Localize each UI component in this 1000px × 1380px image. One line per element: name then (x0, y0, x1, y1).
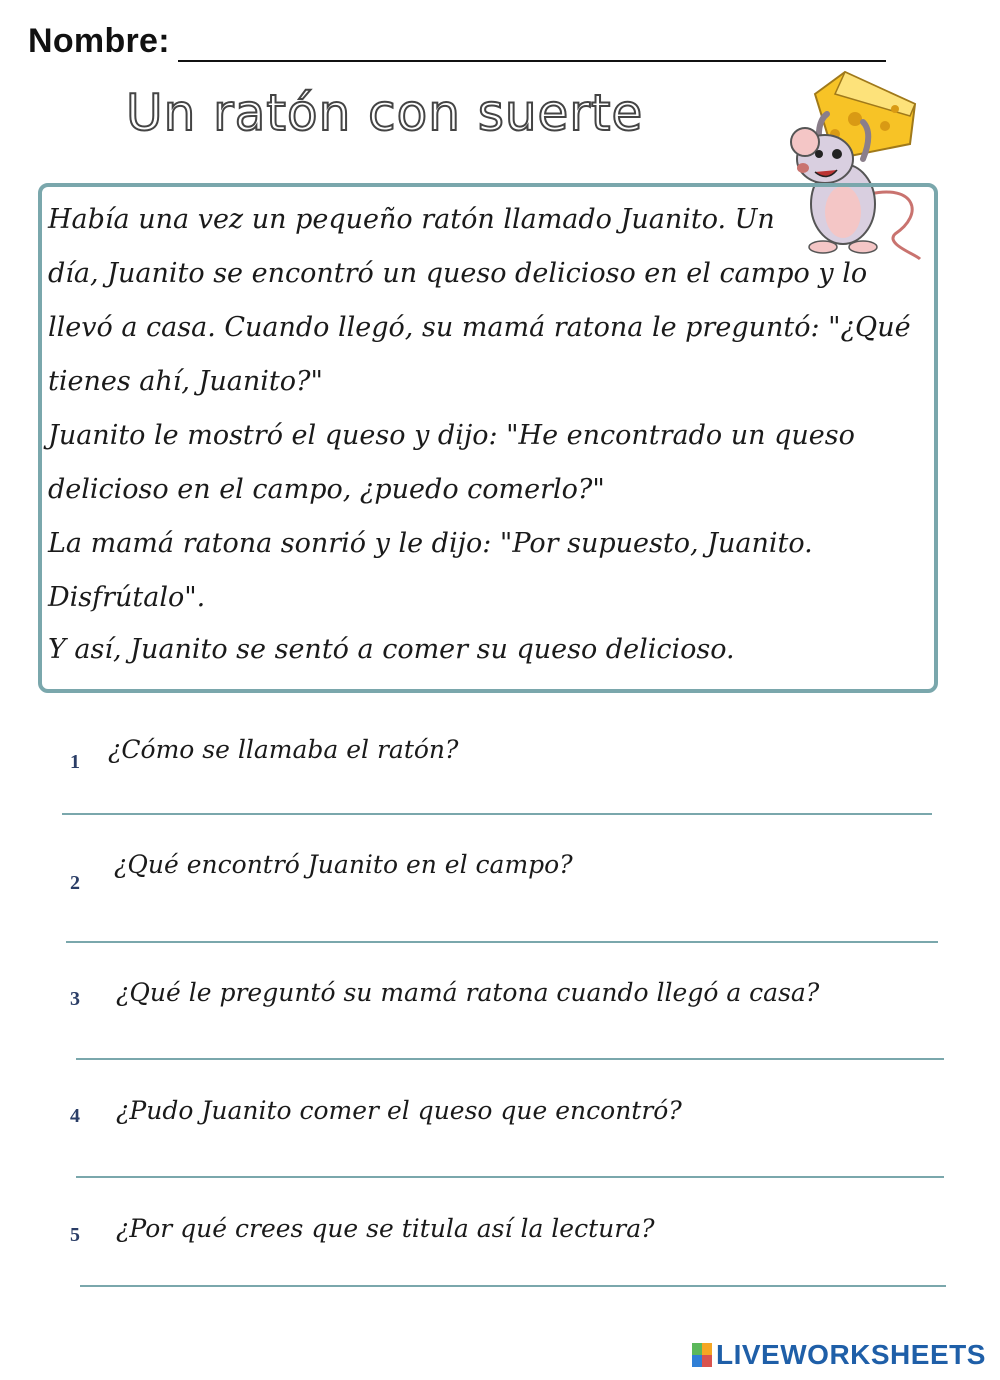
question-number: 1 (70, 751, 80, 773)
answer-line[interactable] (62, 813, 932, 815)
name-input-line[interactable] (178, 60, 886, 62)
story-line: delicioso en el campo, ¿puedo comerlo?" (48, 474, 605, 505)
story-line: Disfrútalo". (48, 582, 206, 613)
question-text: ¿Pudo Juanito comer el queso que encontró? (116, 1096, 682, 1125)
name-row (28, 22, 898, 66)
answer-line[interactable] (76, 1176, 944, 1178)
liveworksheets-brand (692, 1338, 986, 1372)
story-line: día, Juanito se encontró un queso delicioso en el campo y lo (48, 258, 868, 289)
story-line: Y así, Juanito se sentó a comer su queso delicioso. (48, 634, 735, 665)
story-line: La mamá ratona sonrió y le dijo: "Por supuesto, Juanito. (48, 528, 813, 559)
liveworksheets-logo-icon (692, 1343, 712, 1367)
answer-line[interactable] (66, 941, 938, 943)
story-line: Juanito le mostró el queso y dijo: "He encontrado un queso (48, 420, 855, 451)
question-number: 4 (70, 1105, 80, 1127)
name-label: Nombre: (28, 22, 170, 60)
answer-line[interactable] (80, 1285, 946, 1287)
question-text: ¿Por qué crees que se titula así la lectura? (116, 1214, 655, 1243)
question-text: ¿Qué encontró Juanito en el campo? (114, 850, 573, 879)
answer-line[interactable] (76, 1058, 944, 1060)
question-number: 5 (70, 1224, 80, 1246)
page-title: Un ratón con suerte (126, 84, 644, 142)
story-line: llevó a casa. Cuando llegó, su mamá ratona le preguntó: "¿Qué (48, 312, 911, 343)
question-number: 3 (70, 988, 80, 1010)
question-text: ¿Cómo se llamaba el ratón? (108, 735, 459, 764)
question-number: 2 (70, 872, 80, 894)
story-line: Había una vez un pequeño ratón llamado Juanito. Un (48, 204, 775, 235)
question-text: ¿Qué le preguntó su mamá ratona cuando llegó a casa? (116, 978, 820, 1007)
story-line: tienes ahí, Juanito?" (48, 366, 323, 397)
brand-text: LIVEWORKSHEETS (716, 1339, 986, 1370)
